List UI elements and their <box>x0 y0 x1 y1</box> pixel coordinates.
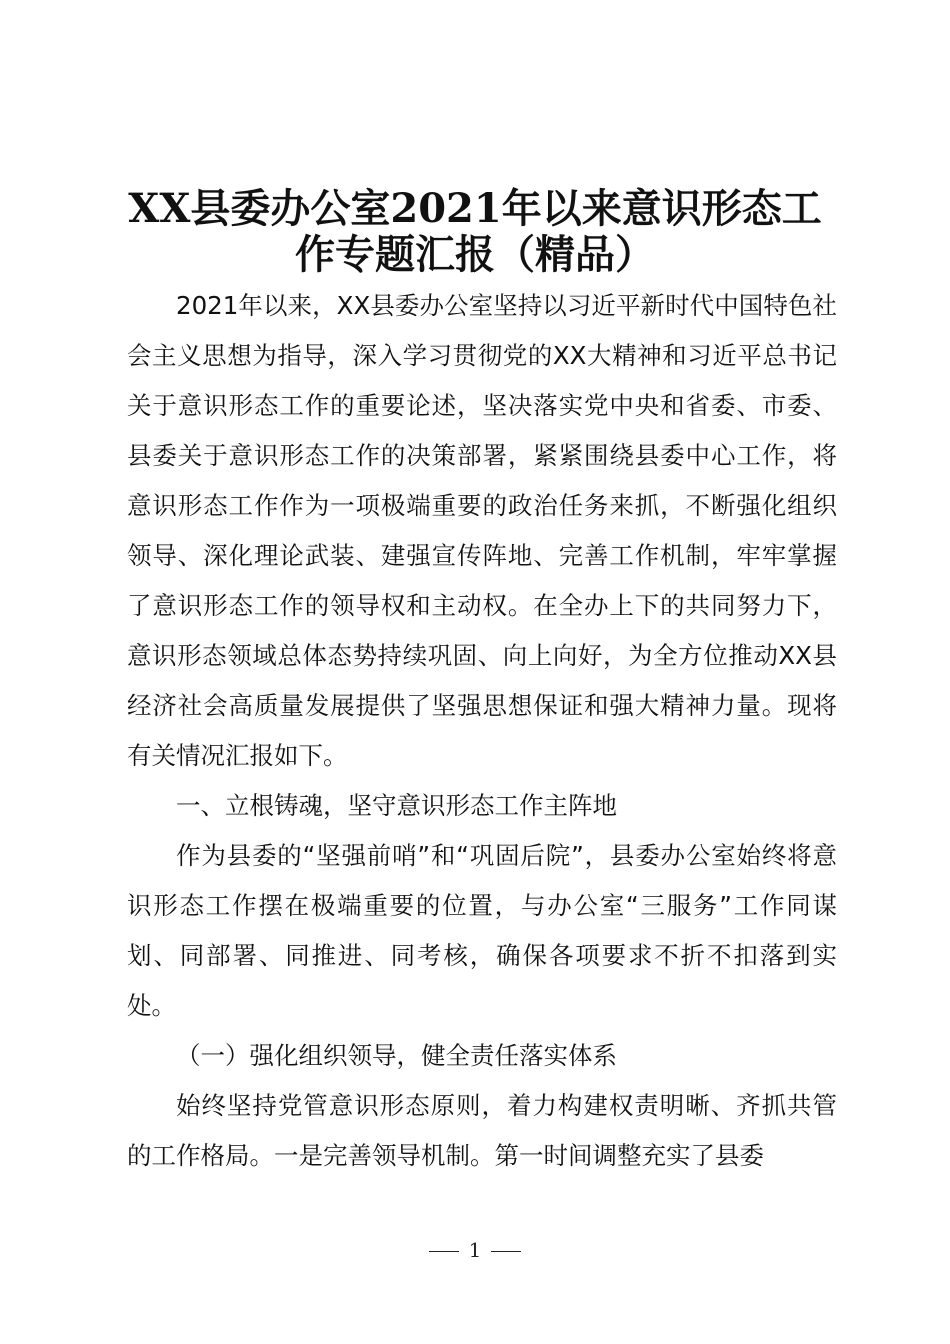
section-heading-1: 一、立根铸魂，坚守意识形态工作主阵地 <box>176 791 617 820</box>
page-number: 1 <box>468 1238 482 1262</box>
document-title <box>110 186 840 278</box>
title-line-1: XX县委办公室2021年以来意识形态工 <box>128 185 822 232</box>
title-line-2: 作专题汇报（精品） <box>295 231 655 278</box>
paragraph-subsection-1: 始终坚持党管意识形态原则，着力构建权责明晰、齐抓共管的工作格局。一是完善领导机制。第一时间调整充实了县委 <box>127 1091 837 1170</box>
page-footer <box>0 1238 950 1262</box>
paragraph-section-1: 作为县委的“坚强前哨”和“巩固后院”，县委办公室始终将意识形态工作摆在极端重要的位置，与办公室“三服务”工作同谋划、同部署、同推进、同考核，确保各项要求不折不扣落到实处。 <box>127 841 837 1020</box>
footer-dash-right <box>491 1251 521 1252</box>
paragraph-intro: 2021年以来，XX县委办公室坚持以习近平新时代中国特色社会主义思想为指导，深入学习贯彻党的XX大精神和习近平总书记关于意识形态工作的重要论述，坚决落实党中央和省委、市委、县委关于意识形态工作的决策部署，紧紧围绕县委中心工作，将意识形态工作作为一项极端重要的政治任务来抓，不断强化组织领导、深化理论武装、建强宣传阵地、完善工作机制，牢牢掌握了意识形态工作的领导权和主动权。在全办上下的共同努力下，意识形态领域总体态势持续巩固、向上向好，为全方位推动XX县经济社会高质量发展提供了坚强思想保证和强大精神力量。现将有关情况汇报如下。 <box>127 291 837 770</box>
document-body <box>127 281 837 1181</box>
footer-dash-left <box>429 1251 459 1252</box>
subsection-heading-1: （一）强化组织领导，健全责任落实体系 <box>176 1041 617 1070</box>
